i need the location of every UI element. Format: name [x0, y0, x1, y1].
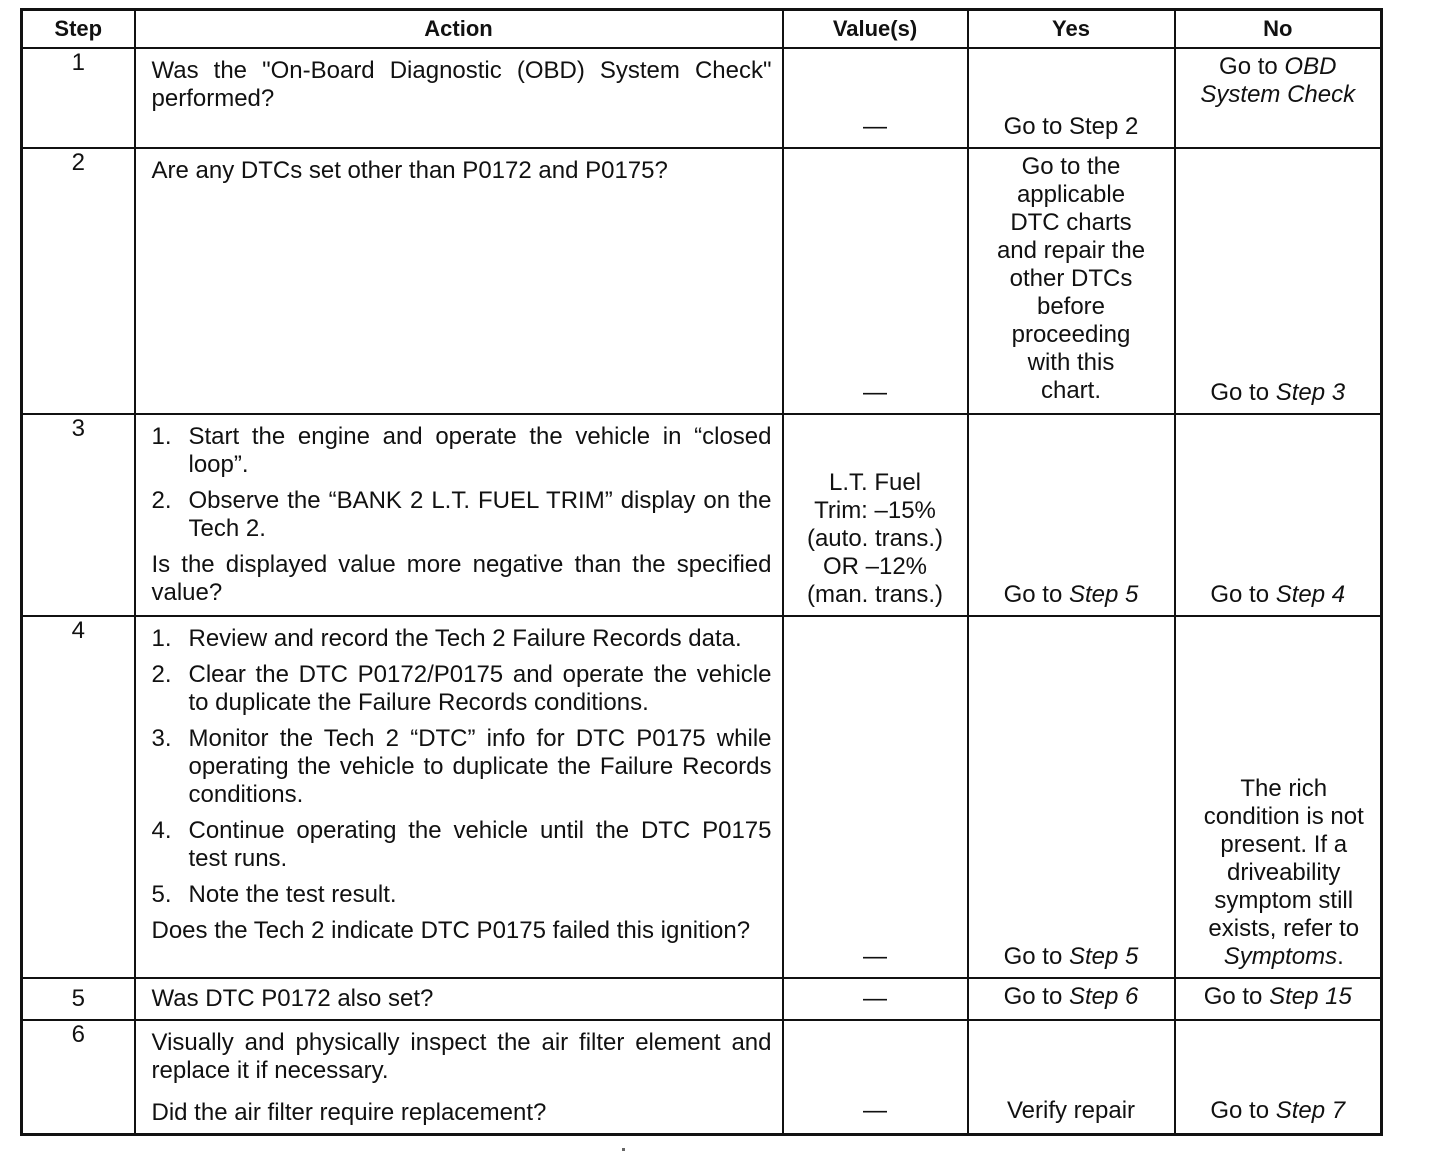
yes-link-step-6[interactable]: Step 6	[1068, 983, 1139, 1010]
action-question: Does the Tech 2 indicate DTC P0175 failed this ignition?	[151, 917, 751, 944]
scan-speck	[622, 1148, 625, 1151]
table-row	[22, 414, 1382, 616]
step-number: 5	[22, 978, 135, 1020]
no-text: Go to Step 15	[1203, 983, 1352, 1010]
yes-text: Go to the applicable DTC charts and repair the other DTCs before proceeding with this chart.	[996, 153, 1146, 404]
action-text: Was the "On-Board Diagnostic (OBD) System Check" performed?	[151, 57, 772, 112]
no-link-step-4[interactable]: Step 4	[1275, 581, 1346, 608]
no-link-symptoms[interactable]: Symptoms	[1223, 943, 1338, 970]
no-text: Go to Step 4	[1210, 581, 1346, 608]
header-yes: Yes	[968, 10, 1175, 49]
action-text: Was DTC P0172 also set?	[151, 985, 434, 1012]
value-spec: L.T. Fuel Trim: –15% (auto. trans.) OR –12% (man. trans.)	[806, 469, 944, 608]
value-dash: —	[863, 943, 887, 970]
no-text: Go to OBD System Check	[1200, 53, 1356, 108]
action-question: Did the air filter require replacement?	[151, 1099, 547, 1126]
no-text: Go to Step 3	[1210, 379, 1346, 406]
table-row	[22, 148, 1382, 414]
action-question: Is the displayed value more negative than the specified value?	[151, 551, 772, 606]
yes-text: Go to Step 5	[1003, 943, 1139, 970]
step-number: 4	[22, 616, 135, 978]
table-row	[22, 48, 1382, 148]
yes-text: Go to Step 6	[1003, 983, 1139, 1010]
header-step: Step	[22, 10, 135, 49]
table-row	[22, 1020, 1382, 1135]
list-item: 5. Note the test result.	[151, 881, 397, 908]
step-number: 1	[22, 48, 135, 148]
value-dash: —	[863, 113, 887, 140]
header-row	[22, 10, 1382, 49]
list-item: 1. Start the engine and operate the vehicle in “closed loop”.	[151, 423, 772, 478]
value-dash: —	[863, 1097, 887, 1124]
yes-text: Go to Step 5	[1003, 581, 1139, 608]
header-values: Value(s)	[783, 10, 968, 49]
action-cell	[136, 1021, 782, 1133]
no-link-step-7[interactable]: Step 7	[1275, 1097, 1346, 1124]
yes-text: Verify repair	[1006, 1097, 1136, 1124]
value-dash: —	[863, 985, 887, 1012]
action-steps	[152, 423, 772, 543]
no-link-obd-system-check[interactable]: OBD System Check	[1200, 53, 1356, 108]
step-number: 2	[22, 148, 135, 414]
table-row	[22, 616, 1382, 978]
header-no: No	[1175, 10, 1382, 49]
action-cell	[136, 617, 782, 951]
action-cell	[136, 415, 782, 613]
yes-link-step-5[interactable]: Step 5	[1068, 943, 1139, 970]
yes-text: Go to Step 2	[1003, 113, 1139, 140]
action-text: Visually and physically inspect the air filter element and replace it if necessary.	[151, 1029, 772, 1084]
no-link-step-15[interactable]: Step 15	[1269, 983, 1352, 1010]
action-steps	[152, 625, 772, 909]
yes-link-step-5[interactable]: Step 5	[1068, 581, 1139, 608]
diagnostic-table	[20, 8, 1383, 1136]
list-item: 3. Monitor the Tech 2 “DTC” info for DTC P0175 while operating the vehicle to duplicate the Failure Records conditions.	[151, 725, 772, 808]
no-text: Go to Step 7	[1210, 1097, 1346, 1124]
list-item: 2. Clear the DTC P0172/P0175 and operate the vehicle to duplicate the Failure Records conditions.	[151, 661, 772, 716]
no-link-step-3[interactable]: Step 3	[1275, 379, 1346, 406]
step-number: 6	[22, 1020, 135, 1135]
value-dash: —	[863, 379, 887, 406]
list-item: 4. Continue operating the vehicle until the DTC P0175 test runs.	[151, 817, 772, 872]
header-action: Action	[135, 10, 783, 49]
no-text: The rich condition is not present. If a driveability symptom still exists, refer to Symptoms.	[1203, 775, 1364, 970]
list-item: 1. Review and record the Tech 2 Failure Records data.	[151, 625, 742, 652]
step-number: 3	[22, 414, 135, 616]
action-text: Are any DTCs set other than P0172 and P0175?	[151, 157, 668, 184]
list-item: 2. Observe the “BANK 2 L.T. FUEL TRIM” display on the Tech 2.	[151, 487, 772, 542]
table-row	[22, 978, 1382, 1020]
